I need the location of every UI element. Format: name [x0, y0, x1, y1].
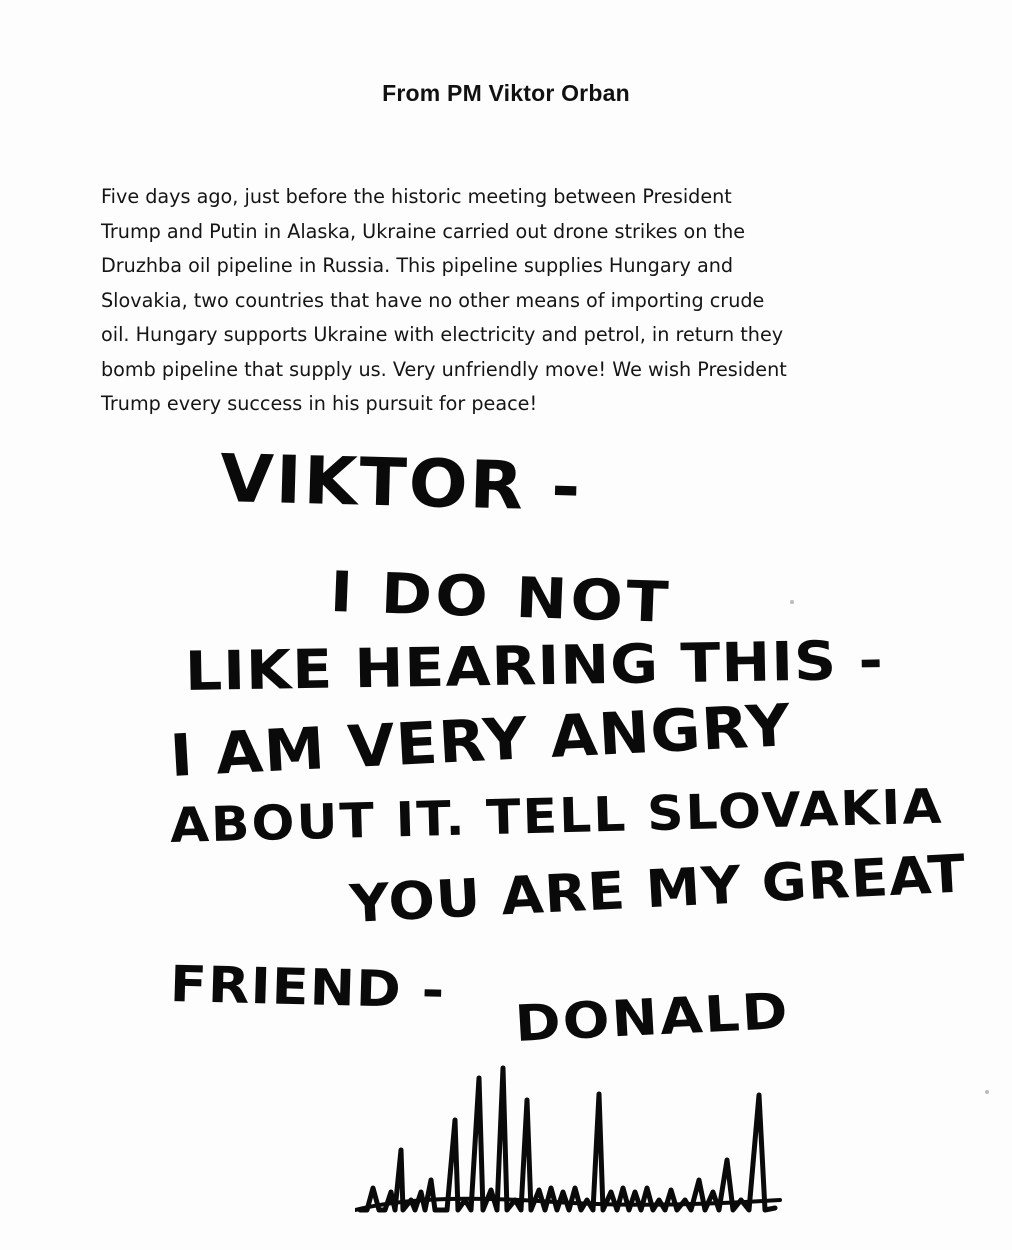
- handwritten-line: ABOUT IT. TELL SLOVAKIA: [169, 778, 945, 854]
- body-line: Trump and Putin in Alaska, Ukraine carried out drone strikes on the: [101, 219, 746, 243]
- handwritten-line: I DO NOT: [328, 560, 673, 636]
- body-line: bomb pipeline that supply us. Very unfriendly move! We wish President: [101, 357, 787, 381]
- handwritten-line: I AM VERY ANGRY: [168, 691, 793, 790]
- paper-speck: [985, 1090, 989, 1094]
- body-line: Five days ago, just before the historic meeting between President: [101, 185, 732, 208]
- handwritten-line: LIKE HEARING THIS -: [184, 628, 885, 703]
- body-line: Slovakia, two countries that have no other means of importing crude: [101, 288, 765, 312]
- paper-speck: [790, 600, 794, 604]
- letter-body: [101, 180, 921, 422]
- body-line: Druzhba oil pipeline in Russia. This pipeline supplies Hungary and: [101, 254, 734, 277]
- body-line: Trump every success in his pursuit for peace!: [101, 392, 538, 415]
- handwritten-line-signoff: DONALD: [513, 981, 792, 1053]
- signature-image: [355, 1060, 785, 1245]
- body-line: oil. Hungary supports Ukraine with electricity and petrol, in return they: [101, 323, 784, 346]
- letter-heading: From PM Viktor Orban: [382, 80, 630, 106]
- handwritten-line: FRIEND -: [169, 955, 447, 1020]
- handwritten-line-salutation: VIKTOR -: [218, 440, 584, 527]
- handwritten-line: YOU ARE MY GREAT: [348, 844, 968, 935]
